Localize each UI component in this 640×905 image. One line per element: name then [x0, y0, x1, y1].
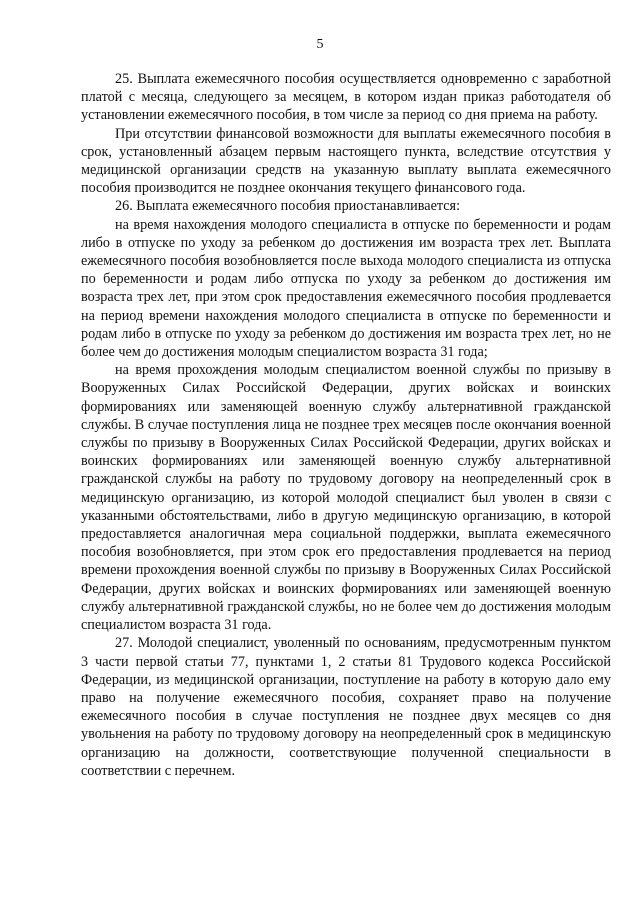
- paragraph-military-service: на время прохождения молодым специалистом военной службы по призыву в Вооруженных Силах Российской Федерации, других войсках и воинских формированиях или заменяющей военную службу альтернативной гражданской службы. В случае поступления лица не позднее трех месяцев после окончания военной службы по призыву в Вооруженных Силах Российской Федерации, других войсках и воинских формированиях или заменяющей военную службу альтернативной гражданской службы на работу по трудовому договору на неопределенный срок в медицинскую организацию, из которой молодой специалист был уволен в связи с указанными обстоятельствами, либо в другую медицинскую организацию, в которой предоставляется аналогичная мера социальной поддержки, выплата ежемесячного пособия возобновляется, при этом срок его предоставления продлевается на период времени прохождения военной службы по призыву в Вооруженных Силах Российской Федерации, других войсках и воинских формированиях или заменяющей военную службу альтернативной гражданской службы, но не более чем до достижения молодым специалистом возраста 31 года.: [81, 362, 611, 634]
- paragraph-25: 25. Выплата ежемесячного пособия осуществляется одновременно с заработной платой с месяца, следующего за месяцем, в котором издан приказ работодателя об установлении ежемесячного пособия, в том числе за период со дня приема на работу.: [81, 71, 611, 124]
- page-number: 5: [316, 37, 324, 52]
- paragraph-26: 26. Выплата ежемесячного пособия приостанавливается:: [115, 198, 461, 215]
- paragraph-financial-possibility: При отсутствии финансовой возможности для выплаты ежемесячного пособия в срок, установленный абзацем первым настоящего пункта, вследствие отсутствия у медицинской организации средств на указанную выплату выплата ежемесячного пособия производится не позднее окончания текущего финансового года.: [81, 125, 611, 197]
- document-body: [81, 70, 611, 780]
- paragraph-27: 27. Молодой специалист, уволенный по основаниям, предусмотренным пунктом 3 части первой статьи 77, пунктами 1, 2 статьи 81 Трудового кодекса Российской Федерации, из медицинской организации, поступление на работу в которую дало ему право на получение ежемесячного пособия, сохраняет право на получение ежемесячного пособия в случае поступления не позднее двух месяцев со дня увольнения на работу по трудовому договору на неопределенный срок в медицинскую организацию на должности, соответствующие полученной специальности в соответствии с перечнем.: [81, 635, 611, 779]
- paragraph-maternity-leave: на время нахождения молодого специалиста в отпуске по беременности и родам либо в отпуске по уходу за ребенком до достижения им возраста трех лет. Выплата ежемесячного пособия возобновляется после выхода молодого специалиста из отпуска по беременности и родам либо отпуска по уходу за ребенком до достижения им возраста трех лет, при этом срок предоставления ежемесячного пособия продлевается на период времени нахождения молодого специалиста в отпуске по беременности и родам либо в отпуске по уходу за ребенком до достижения им возраста трех лет, но не более чем до достижения молодым специалистом возраста 31 года;: [81, 216, 611, 361]
